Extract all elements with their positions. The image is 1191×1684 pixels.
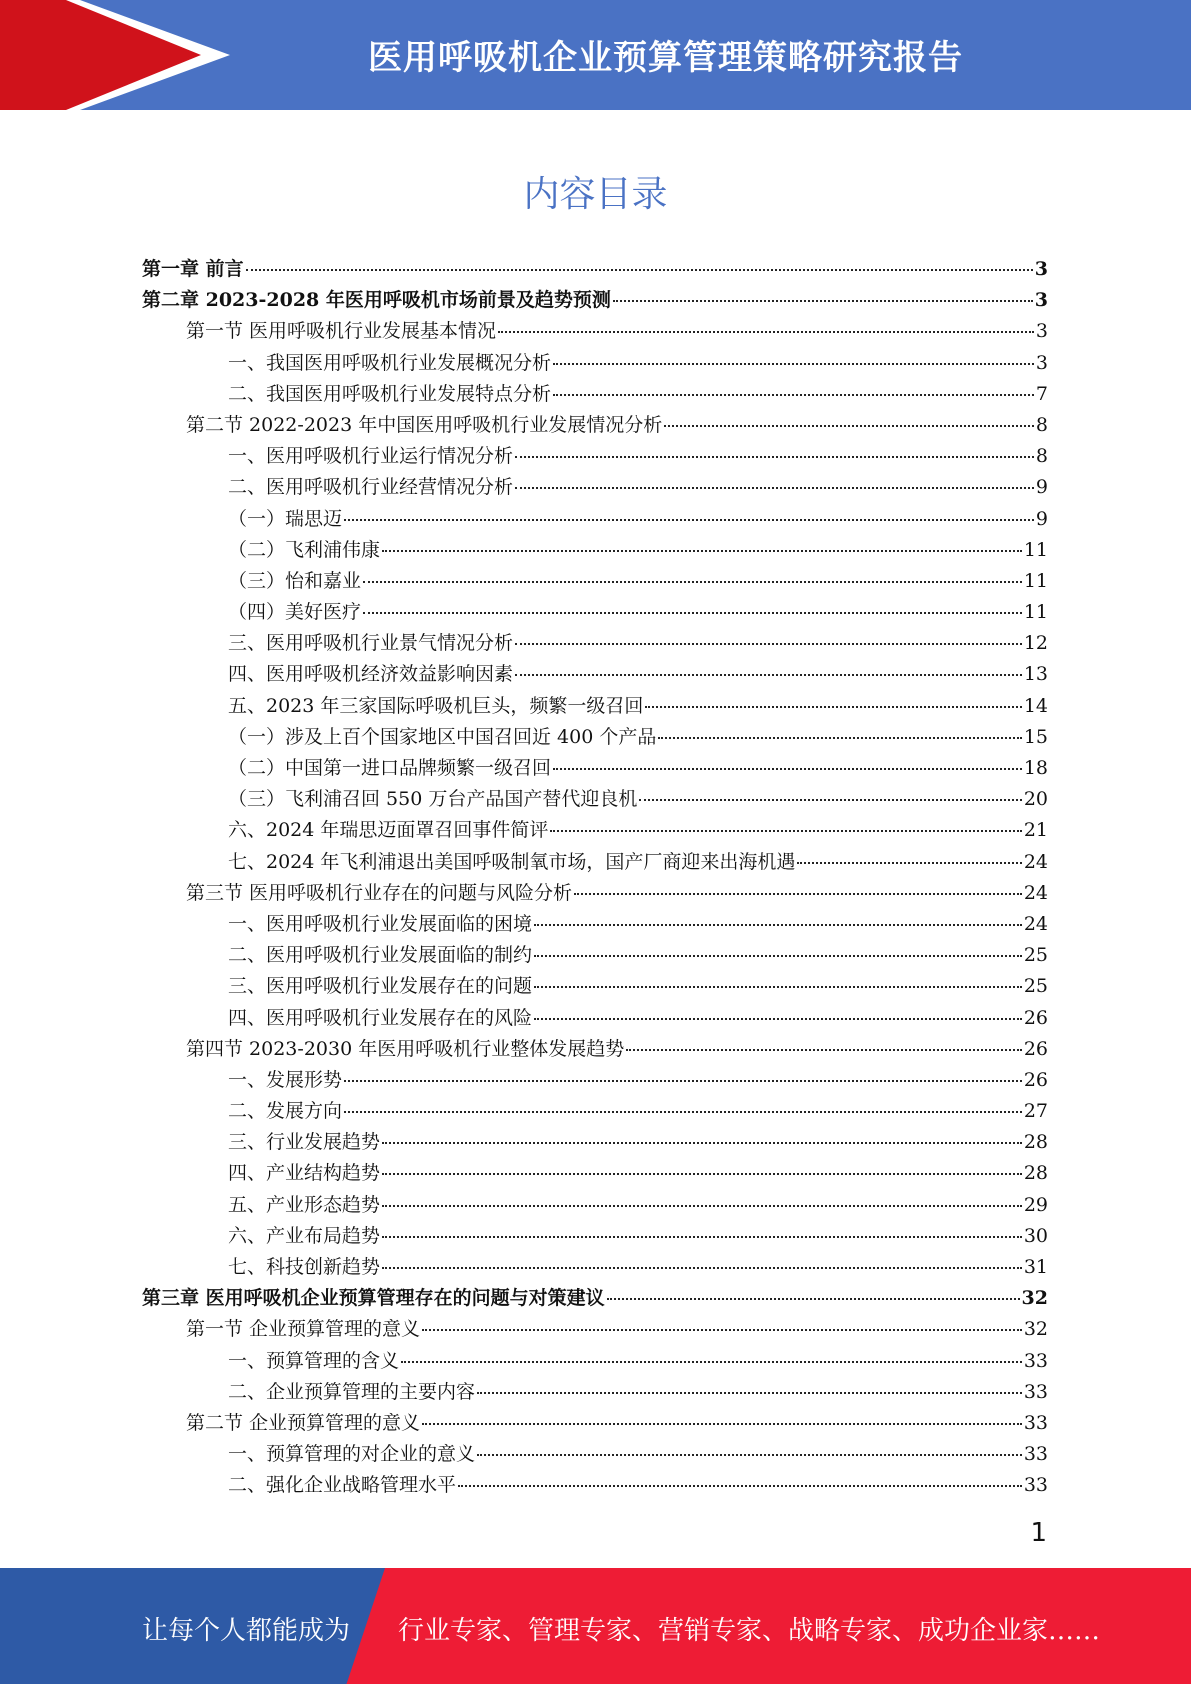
toc-entry[interactable]: [142, 504, 1048, 535]
toc-entry-page: 26: [1023, 1068, 1048, 1091]
toc-entry-page: 11: [1023, 601, 1048, 624]
toc-entry-title: 三、医用呼吸机行业发展存在的问题: [228, 975, 533, 998]
toc-entry-title: 第四节 2023-2030 年医用呼吸机行业整体发展趋势: [186, 1037, 625, 1060]
toc-entry-page: 28: [1023, 1131, 1048, 1154]
toc-entry-page: 11: [1023, 569, 1048, 592]
toc-leader-dots: [344, 1111, 1022, 1113]
toc-leader-dots: [607, 1298, 1020, 1300]
toc-entry-page: 33: [1023, 1443, 1048, 1466]
toc-entry-title: （四）美好医疗: [228, 601, 362, 624]
toc-leader-dots: [344, 1080, 1022, 1082]
footer-slogan-left: 让每个人都能成为: [142, 1616, 351, 1646]
toc-leader-dots: [664, 425, 1034, 427]
toc-entry[interactable]: [142, 316, 1048, 347]
toc-entry-title: 二、强化企业战略管理水平: [228, 1474, 457, 1497]
toc-entry-page: 29: [1023, 1193, 1048, 1216]
toc-entry-title: 三、行业发展趋势: [228, 1131, 381, 1154]
toc-entry[interactable]: [142, 1127, 1048, 1158]
toc-entry[interactable]: [142, 1003, 1048, 1034]
toc-entry-page: 21: [1023, 819, 1048, 842]
toc-entry[interactable]: [142, 472, 1048, 503]
toc-entry[interactable]: [142, 847, 1048, 878]
toc-entry-page: 31: [1023, 1256, 1048, 1278]
toc-leader-dots: [639, 799, 1021, 801]
toc-entry-page: 20: [1023, 788, 1048, 811]
toc-leader-dots: [477, 1454, 1022, 1456]
header-chevron-red: [66, 0, 201, 110]
toc-leader-dots: [515, 674, 1022, 676]
toc-leader-dots: [382, 1142, 1022, 1144]
toc-leader-dots: [553, 768, 1022, 770]
toc-entry-page: 15: [1023, 725, 1048, 748]
toc-entry[interactable]: [142, 753, 1048, 784]
toc-entry[interactable]: [142, 254, 1048, 285]
toc-leader-dots: [613, 300, 1033, 302]
toc-entry-page: 3: [1035, 320, 1048, 343]
toc-entry-page: 28: [1023, 1162, 1048, 1185]
toc-entry-title: 第二章 2023-2028 年医用呼吸机市场前景及趋势预测: [142, 289, 611, 312]
toc-entry[interactable]: [142, 659, 1048, 690]
toc-entry-title: 六、产业布局趋势: [228, 1224, 381, 1247]
toc-entry-title: 二、医用呼吸机行业经营情况分析: [228, 476, 514, 499]
toc-leader-dots: [797, 862, 1021, 864]
toc-entry-title: 第一节 企业预算管理的意义: [186, 1318, 421, 1341]
toc-entry[interactable]: [142, 691, 1048, 722]
toc-leader-dots: [382, 1236, 1022, 1238]
toc-entry[interactable]: [142, 1408, 1048, 1439]
toc-entry-title: 一、预算管理的含义: [228, 1349, 400, 1372]
toc-entry[interactable]: [142, 379, 1048, 410]
toc-leader-dots: [422, 1329, 1022, 1331]
toc-entry-page: 24: [1023, 881, 1048, 904]
toc-entry-title: 第二节 2022-2023 年中国医用呼吸机行业发展情况分析: [186, 413, 663, 436]
toc-leader-dots: [515, 487, 1034, 489]
toc-entry-title: 一、医用呼吸机行业运行情况分析: [228, 445, 514, 468]
toc-entry-page: 8: [1035, 445, 1048, 468]
toc-entry[interactable]: [142, 1096, 1048, 1127]
toc-leader-dots: [553, 363, 1034, 365]
toc-leader-dots: [658, 737, 1021, 739]
toc-leader-dots: [363, 612, 1022, 614]
toc-entry-title: （一）涉及上百个国家地区中国召回近 400 个产品: [228, 725, 657, 748]
toc-entry[interactable]: [142, 1190, 1048, 1221]
toc-entry-page: 9: [1035, 476, 1048, 499]
toc-heading: 内容目录: [523, 174, 668, 215]
page-footer: [0, 1568, 1191, 1684]
toc-entry[interactable]: [142, 940, 1048, 971]
toc-leader-dots: [477, 1392, 1022, 1394]
toc-leader-dots: [422, 1423, 1022, 1425]
toc-entry-title: 第二节 企业预算管理的意义: [186, 1411, 421, 1434]
toc-entry-page: 32: [1023, 1318, 1048, 1341]
toc-leader-dots: [382, 1205, 1022, 1207]
toc-entry-title: （三）怡和嘉业: [228, 569, 362, 592]
toc-entry-title: （二）中国第一进口品牌频繁一级召回: [228, 757, 552, 779]
toc-leader-dots: [645, 706, 1021, 708]
toc-entry-page: 24: [1023, 850, 1048, 873]
toc-entry[interactable]: [142, 1158, 1048, 1189]
toc-entry-title: （三）飞利浦召回 550 万台产品国产替代迎良机: [228, 788, 638, 811]
toc-entry[interactable]: [142, 1346, 1048, 1377]
toc-entry-title: 五、2023 年三家国际呼吸机巨头，频繁一级召回: [228, 694, 644, 717]
toc-entry[interactable]: [142, 348, 1048, 379]
toc-entry[interactable]: [142, 1065, 1048, 1096]
toc-entry-title: 一、发展形势: [228, 1068, 343, 1091]
toc-entry[interactable]: [142, 1470, 1048, 1501]
page-header: [0, 0, 1191, 110]
toc-leader-dots: [515, 643, 1022, 645]
toc-leader-dots: [344, 519, 1034, 521]
toc-entry[interactable]: [142, 1314, 1048, 1345]
toc-entry[interactable]: [142, 1252, 1048, 1283]
toc-entry-page: 27: [1023, 1100, 1048, 1123]
toc-leader-dots: [246, 269, 1033, 271]
toc-entry[interactable]: [142, 535, 1048, 566]
toc-leader-dots: [498, 331, 1034, 333]
toc-entry[interactable]: [142, 971, 1048, 1002]
toc-entry-page: 3: [1035, 351, 1048, 374]
toc-leader-dots: [401, 1361, 1022, 1363]
toc-entry-page: 33: [1023, 1349, 1048, 1372]
toc-entry-page: 33: [1023, 1411, 1048, 1434]
toc-entry-title: 一、医用呼吸机行业发展面临的困境: [228, 912, 533, 935]
toc-entry[interactable]: [142, 1034, 1048, 1065]
toc-entry-title: 二、我国医用呼吸机行业发展特点分析: [228, 382, 552, 405]
toc-entry-title: 四、医用呼吸机行业发展存在的风险: [228, 1006, 533, 1029]
toc-entry[interactable]: [142, 1283, 1048, 1314]
toc-entry-page: 18: [1023, 757, 1048, 779]
report-title: 医用呼吸机企业预算管理策略研究报告: [368, 38, 963, 78]
toc-leader-dots: [626, 1049, 1022, 1051]
toc-entry[interactable]: [142, 566, 1048, 597]
toc-entry-title: 四、产业结构趋势: [228, 1162, 381, 1185]
toc-entry-page: 3: [1034, 289, 1048, 312]
toc-entry[interactable]: [142, 784, 1048, 815]
toc-entry[interactable]: [142, 628, 1048, 659]
toc-entry-title: （二）飞利浦伟康: [228, 538, 381, 561]
toc-leader-dots: [458, 1485, 1022, 1487]
toc-entry[interactable]: [142, 597, 1048, 628]
toc-entry-page: 14: [1023, 694, 1048, 717]
toc-leader-dots: [553, 394, 1034, 396]
toc-leader-dots: [363, 581, 1022, 583]
toc-entry[interactable]: [142, 1439, 1048, 1470]
toc-entry-title: 第一章 前言: [142, 258, 244, 280]
toc-entry[interactable]: [142, 410, 1048, 441]
toc-entry-page: 8: [1035, 413, 1048, 436]
toc-entry-title: 一、预算管理的对企业的意义: [228, 1443, 476, 1466]
toc-leader-dots: [534, 924, 1022, 926]
toc-leader-dots: [382, 1173, 1022, 1175]
toc-entry-page: 26: [1023, 1037, 1048, 1060]
toc-entry-page: 12: [1023, 632, 1048, 655]
toc-entry[interactable]: [142, 909, 1048, 940]
toc-leader-dots: [550, 830, 1021, 832]
header-chevron-block: [0, 0, 66, 110]
toc-entry-page: 32: [1021, 1287, 1048, 1310]
toc-entry-title: 一、我国医用呼吸机行业发展概况分析: [228, 351, 552, 374]
toc-entry[interactable]: [142, 722, 1048, 753]
toc-entry-title: 二、发展方向: [228, 1100, 343, 1123]
toc-entry[interactable]: [142, 1377, 1048, 1408]
toc-entry[interactable]: [142, 1221, 1048, 1252]
table-of-contents: [142, 254, 1048, 1502]
toc-entry-title: 二、医用呼吸机行业发展面临的制约: [228, 944, 533, 967]
toc-entry-title: 五、产业形态趋势: [228, 1193, 381, 1216]
toc-entry-page: 7: [1035, 382, 1048, 405]
toc-entry[interactable]: [142, 815, 1048, 846]
toc-entry-title: 七、科技创新趋势: [228, 1256, 381, 1278]
toc-entry-title: 第三节 医用呼吸机行业存在的问题与风险分析: [186, 881, 573, 904]
toc-entry-page: 13: [1023, 663, 1048, 686]
toc-entry-title: 第三章 医用呼吸机企业预算管理存在的问题与对策建议: [142, 1287, 605, 1310]
toc-leader-dots: [534, 955, 1022, 957]
toc-entry-page: 25: [1023, 975, 1048, 998]
toc-entry-page: 9: [1035, 507, 1048, 530]
toc-entry-page: 24: [1023, 912, 1048, 935]
toc-entry[interactable]: [142, 441, 1048, 472]
toc-entry-page: 30: [1023, 1224, 1048, 1247]
toc-leader-dots: [534, 1018, 1022, 1020]
toc-entry-page: 3: [1034, 258, 1048, 280]
toc-leader-dots: [382, 550, 1022, 552]
footer-slogan-right: 行业专家、管理专家、营销专家、战略专家、成功企业家……: [398, 1616, 1101, 1646]
toc-leader-dots: [534, 986, 1022, 988]
toc-entry-page: 26: [1023, 1006, 1048, 1029]
toc-entry-page: 33: [1023, 1474, 1048, 1497]
toc-entry-title: 第一节 医用呼吸机行业发展基本情况: [186, 320, 497, 343]
toc-leader-dots: [515, 456, 1034, 458]
toc-entry[interactable]: [142, 285, 1048, 316]
toc-entry-title: 七、2024 年飞利浦退出美国呼吸制氧市场，国产厂商迎来出海机遇: [228, 850, 796, 873]
toc-entry-page: 33: [1023, 1380, 1048, 1403]
toc-entry-title: 二、企业预算管理的主要内容: [228, 1380, 476, 1403]
page-number: 1: [1030, 1518, 1047, 1548]
toc-entry[interactable]: [142, 878, 1048, 909]
toc-entry-title: 六、2024 年瑞思迈面罩召回事件简评: [228, 819, 549, 842]
toc-leader-dots: [382, 1267, 1022, 1269]
toc-entry-page: 11: [1023, 538, 1048, 561]
toc-entry-page: 25: [1023, 944, 1048, 967]
toc-entry-title: （一）瑞思迈: [228, 507, 343, 530]
toc-entry-title: 三、医用呼吸机行业景气情况分析: [228, 632, 514, 655]
toc-entry-title: 四、医用呼吸机经济效益影响因素: [228, 663, 514, 686]
toc-leader-dots: [574, 893, 1022, 895]
